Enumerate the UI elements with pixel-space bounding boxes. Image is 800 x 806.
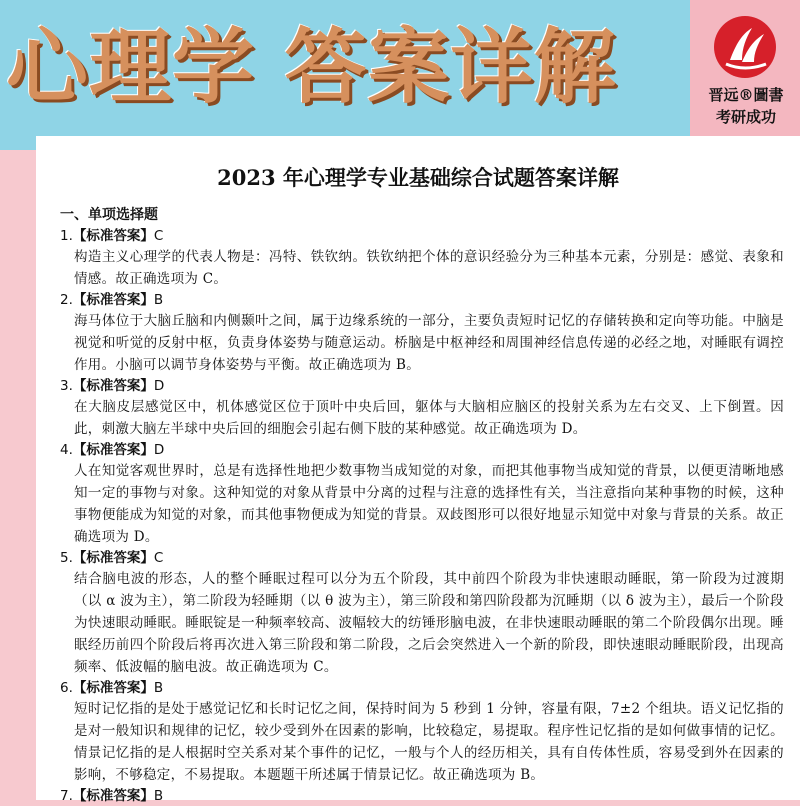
answer-item [60, 226, 784, 290]
answer-explanation: 在大脑皮层感觉区中，机体感觉区位于顶叶中央后回，躯体与大脑相应脑区的投射关系为左右交叉、上下倒置。因此，刺激大脑左半球中央后回的细胞会引起右侧下肢的某种感觉。故正确选项为 D。 [74, 399, 784, 437]
answer-item [60, 548, 784, 678]
logo-text-slogan: 考研成功 [715, 108, 776, 126]
answer-choice: D [153, 442, 165, 458]
banner-title: 心理学 答案详解 [6, 20, 617, 115]
answer-item [60, 678, 784, 786]
answer-header [60, 678, 784, 698]
answer-header [60, 376, 784, 396]
question-number: 3. [60, 378, 73, 394]
answer-label: 【标准答案】 [72, 442, 154, 458]
answer-label: 【标准答案】 [72, 680, 154, 696]
answer-list [60, 226, 784, 806]
question-number: 1. [60, 228, 73, 244]
answer-explanation: 构造主义心理学的代表人物是：冯特、铁钦纳。铁钦纳把个体的意识经验分为三种基本元素，分别是：感觉、表象和情感。故正确选项为 C。 [74, 249, 784, 287]
answer-header [60, 290, 784, 310]
brand-logo [690, 12, 800, 130]
answer-choice: C [153, 550, 164, 566]
answer-choice: D [153, 378, 165, 394]
brand-logo-icon [712, 14, 778, 80]
logo-text-publisher: 晋远®圖書 [708, 86, 784, 104]
question-number: 7. [60, 788, 73, 804]
answer-header [60, 786, 784, 806]
answer-item [60, 290, 784, 376]
answer-label: 【标准答案】 [72, 228, 154, 244]
section-heading: 一、单项选择题 [60, 207, 158, 223]
answer-explanation: 人在知觉客观世界时，总是有选择性地把少数事物当成知觉的对象，而把其他事物当成知觉的背景，以便更清晰地感知一定的事物与对象。这种知觉的对象从背景中分离的过程与注意的选择性有关，当注意指向某种事物的时候，这种事物便能成为知觉的对象，而其他事物便成为知觉的背景。双歧图形可以很好地显示知觉中对象与背景的关系。故正确选项为 D。 [74, 463, 784, 545]
question-number: 6. [60, 680, 73, 696]
answer-choice: B [153, 788, 164, 804]
answer-choice: B [153, 680, 164, 696]
question-number: 4. [60, 442, 73, 458]
question-number: 2. [60, 292, 73, 308]
answer-choice: B [153, 292, 164, 308]
answer-header [60, 226, 784, 246]
answer-choice: C [153, 228, 164, 244]
answer-item [60, 786, 784, 806]
answer-explanation: 海马体位于大脑丘脑和内侧颞叶之间，属于边缘系统的一部分，主要负责短时记忆的存储转换和定向等功能。中脑是视觉和听觉的反射中枢，负责身体姿势与随意运动。桥脑是中枢神经和周围神经信息传递的必经之地，对睡眠有调控作用。小脑可以调节身体姿势与平衡。故正确选项为 B。 [74, 313, 784, 373]
document-page [36, 136, 800, 804]
answer-item [60, 440, 784, 548]
answer-label: 【标准答案】 [72, 378, 154, 394]
answer-explanation: 短时记忆指的是处于感觉记忆和长时记忆之间，保持时间为 5 秒到 1 分钟，容量有限，7±2 个组块。语义记忆指的是对一般知识和规律的记忆，较少受到外在因素的影响，比较稳定，易提取。程序性记忆指的是如何做事情的记忆。情景记忆指的是人根据时空关系对某个事件的记忆，一般与个人的经历相关，具有自传体性质，容易受到外在因素的影响，不够稳定，不易提取。本题题干所述属于情景记忆。故正确选项为 B。 [74, 701, 784, 783]
answer-explanation: 结合脑电波的形态，人的整个睡眠过程可以分为五个阶段，其中前四个阶段为非快速眼动睡眠，第一阶段为过渡期（以 α 波为主），第二阶段为轻睡期（以 θ 波为主），第三阶段和第四阶段都为沉睡期（以 δ 波为主），最后一个阶段为快速眼动睡眠。睡眠锭是一种频率较高、波幅较大的纺锤形脑电波，在非快速眼动睡眠的第二个阶段偶尔出现。睡眠经历前四个阶段后将再次进入第三阶段和第二阶段，之后会突然进入一个新的阶段，即快速眼动睡眠阶段，出现高频率、低波幅的脑电波。故正确选项为 C。 [74, 571, 784, 675]
answer-label: 【标准答案】 [72, 788, 154, 804]
answer-label: 【标准答案】 [72, 292, 154, 308]
answer-label: 【标准答案】 [72, 550, 154, 566]
question-number: 5. [60, 550, 73, 566]
document-title: 2023 年心理学专业基础综合试题答案详解 [217, 165, 619, 190]
answer-item [60, 376, 784, 440]
answer-header [60, 548, 784, 568]
answer-header [60, 440, 784, 460]
